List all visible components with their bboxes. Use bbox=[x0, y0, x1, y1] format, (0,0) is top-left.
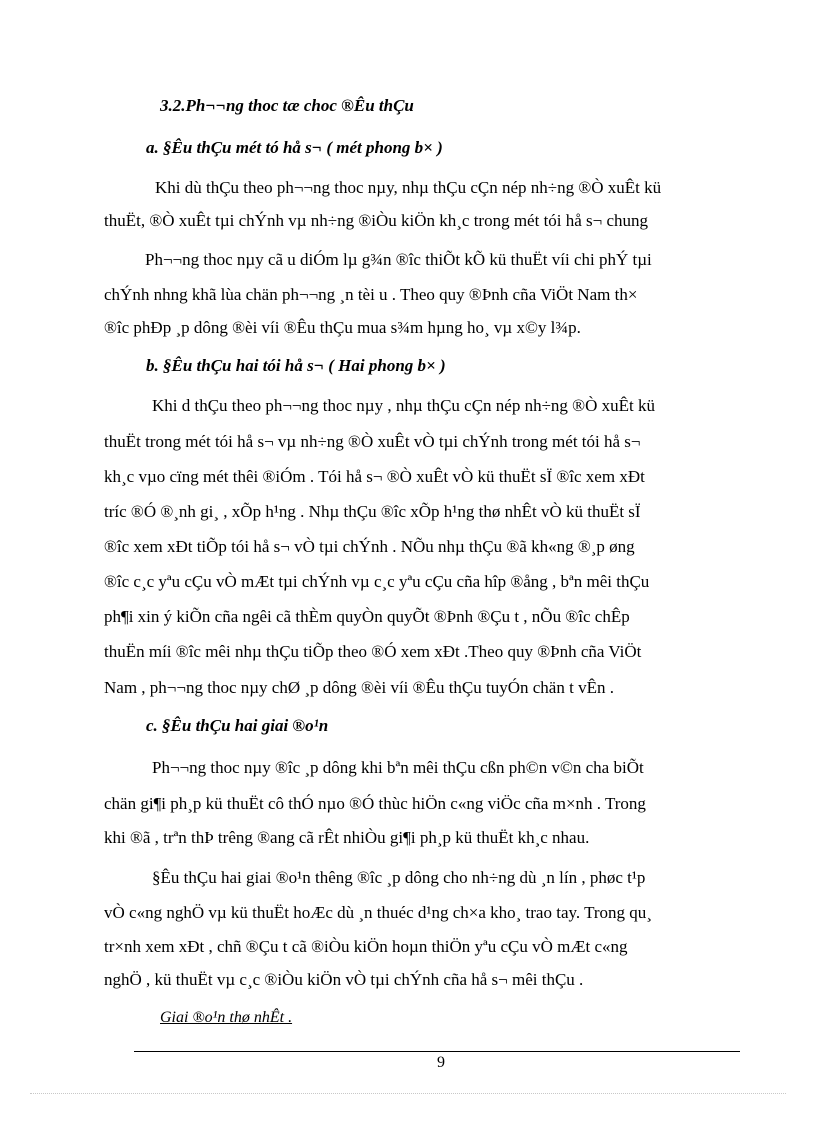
paragraph-line: thuËn míi ®îc mêi nhµ thÇu tiÕp theo ®Ó xem xÐt .Theo quy ®Þnh cña ViÖt bbox=[104, 642, 642, 661]
footer-divider bbox=[134, 1051, 740, 1052]
paragraph-line: nghÖ , kü thuËt vµ c¸c ®iÒu kiÖn vÒ tµi chÝnh cña hå s¬ mêi thÇu . bbox=[104, 970, 584, 989]
paragraph-line: khi ®ã , trªn thÞ trêng ®ang cã rÊt nhiÒu gi¶i ph¸p kü thuËt kh¸c nhau. bbox=[104, 828, 590, 847]
paragraph-line: §Êu thÇu hai giai ®o¹n thêng ®îc ¸p dông cho nh÷ng dù ¸n lín , phøc t¹p bbox=[152, 868, 646, 887]
paragraph-line: Khi d thÇu theo ph¬¬ng thoc nµy , nhµ thÇu cÇn nép nh÷ng ®Ò xuÊt kü bbox=[152, 396, 655, 415]
paragraph-line: vÒ c«ng nghÖ vµ kü thuËt hoÆc dù ¸n thuéc d¹ng ch×a kho¸ trao tay. Trong qu¸ bbox=[104, 903, 652, 922]
subsection-title-a: a. §Êu thÇu mét tó hå s¬ ( mét phong b× ) bbox=[146, 138, 443, 157]
paragraph-line: Ph¬¬ng thoc nµy cã u diÓm lµ g¾n ®îc thiÕt kÕ kü thuËt víi chi phÝ tµi bbox=[145, 250, 652, 269]
paragraph-line: ®îc xem xÐt tiÕp tói hå s¬ vÒ tµi chÝnh . NÕu nhµ thÇu ®ã kh«ng ®¸p øng bbox=[104, 537, 635, 556]
paragraph-line: ®îc phÐp ¸p dông ®èi víi ®Êu thÇu mua s¾m hµng ho¸ vµ x©y l¾p. bbox=[104, 318, 581, 337]
phase-subheading: Giai ®o¹n thø nhÊt . bbox=[160, 1009, 293, 1026]
section-heading: 3.2.Ph¬¬ng thoc tæ choc ®Êu thÇu bbox=[160, 96, 414, 115]
paragraph-line: thuËt trong mét tói hå s¬ vµ nh÷ng ®Ò xuÊt vÒ tµi chÝnh trong mét tói hå s¬ bbox=[104, 432, 641, 451]
subsection-title-c: c. §Êu thÇu hai giai ®o¹n bbox=[146, 716, 329, 735]
page-bottom-border bbox=[30, 1093, 786, 1094]
paragraph-line: ®îc c¸c yªu cÇu vÒ mÆt tµi chÝnh vµ c¸c yªu cÇu cña hîp ®ång , bªn mêi thÇu bbox=[104, 572, 650, 591]
paragraph-line: ph¶i xin ý kiÕn cña ngêi cã thÈm quyÒn quyÕt ®Þnh ®Çu t , nÕu ®îc chÊp bbox=[104, 607, 630, 626]
subsection-title-b: b. §Êu thÇu hai tói hå s¬ ( Hai phong b× ) bbox=[146, 356, 446, 375]
paragraph-line: chän gi¶i ph¸p kü thuËt cô thÓ nµo ®Ó thùc hiÖn c«ng viÖc cña m×nh . Trong bbox=[104, 794, 646, 813]
page-number: 9 bbox=[437, 1054, 445, 1071]
paragraph-line: thuËt, ®Ò xuÊt tµi chÝnh vµ nh÷ng ®iÒu kiÖn kh¸c trong mét tói hå s¬ chung bbox=[104, 211, 649, 230]
paragraph-line: Ph¬¬ng thoc nµy ®îc ¸p dông khi bªn mêi thÇu cßn ph©n v©n cha biÕt bbox=[152, 758, 644, 777]
paragraph-line: Khi dù thÇu theo ph¬¬ng thoc nµy, nhµ thÇu cÇn nép nh÷ng ®Ò xuÊt kü bbox=[155, 178, 662, 197]
paragraph-line: chÝnh nhng khã lùa chän ph¬¬ng ¸n tèi u . Theo quy ®Þnh cña ViÖt Nam th× bbox=[104, 285, 638, 304]
paragraph-line: kh¸c vµo cïng mét thêi ®iÓm . Tói hå s¬ ®Ò xuÊt vÒ kü thuËt sÏ ®îc xem xÐt bbox=[104, 467, 645, 486]
paragraph-line: tríc ®Ó ®¸nh gi¸ , xÕp h¹ng . Nhµ thÇu ®îc xÕp h¹ng thø nhÊt vÒ kü thuËt sÏ bbox=[104, 502, 641, 521]
paragraph-line: tr×nh xem xÐt , chñ ®Çu t cã ®iÒu kiÖn hoµn thiÖn yªu cÇu vÒ mÆt c«ng bbox=[104, 937, 628, 956]
paragraph-line: Nam , ph¬¬ng thoc nµy chØ ¸p dông ®èi víi ®Êu thÇu tuyÓn chän t vÊn . bbox=[104, 678, 614, 697]
